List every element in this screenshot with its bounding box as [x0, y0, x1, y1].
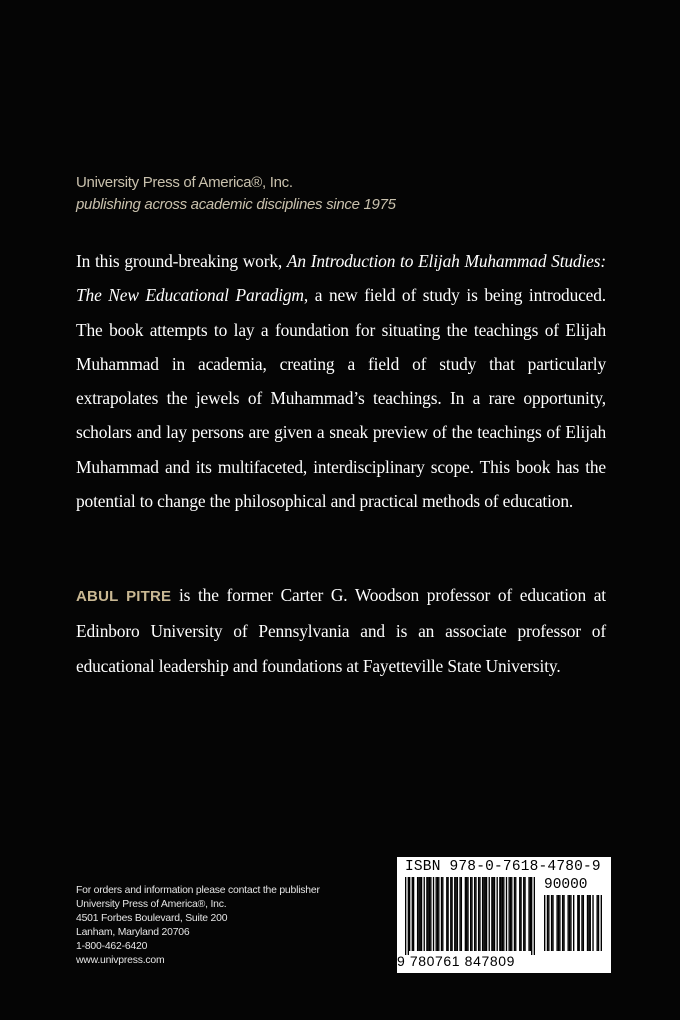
barcode-bar [421, 877, 422, 951]
contact-line: www.univpress.com [76, 954, 165, 966]
barcode-bar [412, 877, 413, 951]
barcode-bar [491, 877, 492, 951]
barcode-bar [475, 877, 476, 951]
barcode-bar [424, 877, 425, 951]
ean-barcode-bars [405, 877, 537, 957]
barcode-bar [558, 895, 559, 951]
barcode-bar [577, 895, 578, 951]
barcode-bar [573, 895, 574, 951]
barcode-bar [499, 877, 500, 951]
barcode-bar [497, 877, 498, 951]
barcode-bar [405, 877, 406, 955]
barcode-bar [454, 877, 455, 951]
barcode-bar [503, 877, 504, 951]
barcode-bar [559, 895, 560, 951]
barcode-bar [479, 877, 480, 951]
barcode-bar [437, 877, 438, 951]
barcode-bar [508, 877, 509, 951]
barcode-bar [548, 895, 549, 951]
contact-line: 4501 Forbes Boulevard, Suite 200 [76, 912, 228, 924]
barcode-bar [547, 895, 548, 951]
barcode-bar [418, 877, 419, 951]
barcode-bar [531, 877, 532, 955]
barcode-bar [551, 895, 552, 951]
barcode-bar [474, 877, 475, 951]
barcode-bar [417, 877, 418, 951]
barcode-bar [506, 877, 507, 951]
barcode-bar [598, 895, 599, 951]
contact-line: Lanham, Maryland 20706 [76, 926, 190, 938]
price-code: 90000 [544, 877, 588, 893]
author-name: ABUL PITRE [76, 588, 172, 605]
ean-digits: 9 780761 847809 [397, 953, 515, 969]
isbn-barcode [397, 857, 611, 973]
barcode-bar [552, 895, 553, 951]
barcode-bar [461, 877, 462, 951]
barcode-bar [520, 877, 521, 951]
barcode-bar [455, 877, 456, 951]
barcode-bar [524, 877, 525, 951]
barcode-bar [596, 895, 597, 951]
publisher-tagline: publishing across academic disciplines since 1975 [76, 196, 396, 213]
barcode-bar [588, 895, 589, 951]
barcode-bar [450, 877, 451, 951]
barcode-bar [420, 877, 421, 951]
barcode-bar [601, 895, 602, 951]
barcode-bar [501, 877, 502, 951]
blurb-intro: In this ground-breaking work, [76, 251, 287, 271]
barcode-bar [515, 877, 516, 951]
barcode-bar [563, 895, 564, 951]
contact-line: 1-800-462-6420 [76, 940, 148, 952]
barcode-bar [587, 895, 588, 951]
barcode-bar [470, 877, 471, 951]
barcode-bar [446, 877, 447, 951]
publisher-block [76, 172, 396, 216]
barcode-bar [441, 877, 442, 951]
barcode-bar [567, 895, 568, 951]
barcode-bar [426, 877, 427, 951]
barcode-bar [511, 877, 512, 951]
barcode-bar [494, 877, 495, 951]
barcode-bar [592, 895, 593, 951]
publisher-name: University Press of America®, Inc. [76, 174, 293, 191]
barcode-bar [523, 877, 524, 951]
blurb-body: , a new field of study is being introduced. The book attempts to lay a foundation for situating the teachings of Elijah Muhammad in academia, creating a field of study that particularly extrapolates the jewels of Muhammad’s teachings. In a rare opportunity, scholars and lay persons are given a sneak preview of the teachings of Elijah Muhammad and its multifaceted, interdisciplinary scope. This book has the potential to change the philosophical and practical methods of education. [76, 285, 606, 512]
barcode-bar [459, 877, 460, 951]
barcode-bar [510, 877, 511, 951]
barcode-bar [579, 895, 580, 951]
barcode-bar [413, 877, 414, 951]
barcode-bar [556, 895, 557, 951]
barcode-bar [471, 877, 472, 951]
contact-block [76, 884, 320, 967]
barcode-bar [442, 877, 443, 951]
contact-line: For orders and information please contact the publisher [76, 885, 320, 896]
barcode-bar [436, 877, 437, 951]
barcode-bar [451, 877, 452, 951]
barcode-bar [493, 877, 494, 951]
barcode-bar [514, 877, 515, 951]
barcode-bar [429, 877, 430, 951]
barcode-bar [486, 877, 487, 951]
barcode-bar [583, 895, 584, 951]
barcode-bar [447, 877, 448, 951]
barcode-bar [433, 877, 434, 951]
barcode-bar [457, 877, 458, 951]
barcode-bar [570, 895, 571, 951]
barcode-bar [590, 895, 591, 951]
author-bio [76, 578, 606, 683]
barcode-bar [485, 877, 486, 951]
barcode-bar [438, 877, 439, 951]
barcode-bar [502, 877, 503, 951]
book-title: An Introduction to Elijah Muhammad Studies: The New Educational Paradigm [76, 251, 606, 306]
isbn-number: ISBN 978-0-7618-4780-9 [405, 859, 601, 875]
barcode-bar [482, 877, 483, 951]
barcode-bar [544, 895, 545, 951]
barcode-bar [519, 877, 520, 951]
barcode-bar [430, 877, 431, 951]
barcode-bar [581, 895, 582, 951]
barcode-bar [466, 877, 467, 951]
barcode-bar [409, 877, 410, 951]
barcode-bar [489, 877, 490, 951]
barcode-bar [408, 877, 409, 955]
barcode-bar [569, 895, 570, 951]
barcode-bar [528, 877, 529, 951]
barcode-bar [483, 877, 484, 951]
barcode-bar [534, 877, 535, 955]
book-description [76, 244, 606, 518]
barcode-bar [562, 895, 563, 951]
contact-line: University Press of America®, Inc. [76, 898, 227, 910]
barcode-bar [478, 877, 479, 951]
barcode-bar [428, 877, 429, 951]
author-bio-text: is the former Carter G. Woodson professor of education at Edinboro University of Pennsylvania and is an associate professor of educational leadership and foundations at Fayetteville State University. [76, 585, 606, 676]
barcode-bar [465, 877, 466, 951]
barcode-bar [467, 877, 468, 951]
barcode-bar [530, 877, 531, 951]
addon-barcode-bars [544, 895, 604, 957]
